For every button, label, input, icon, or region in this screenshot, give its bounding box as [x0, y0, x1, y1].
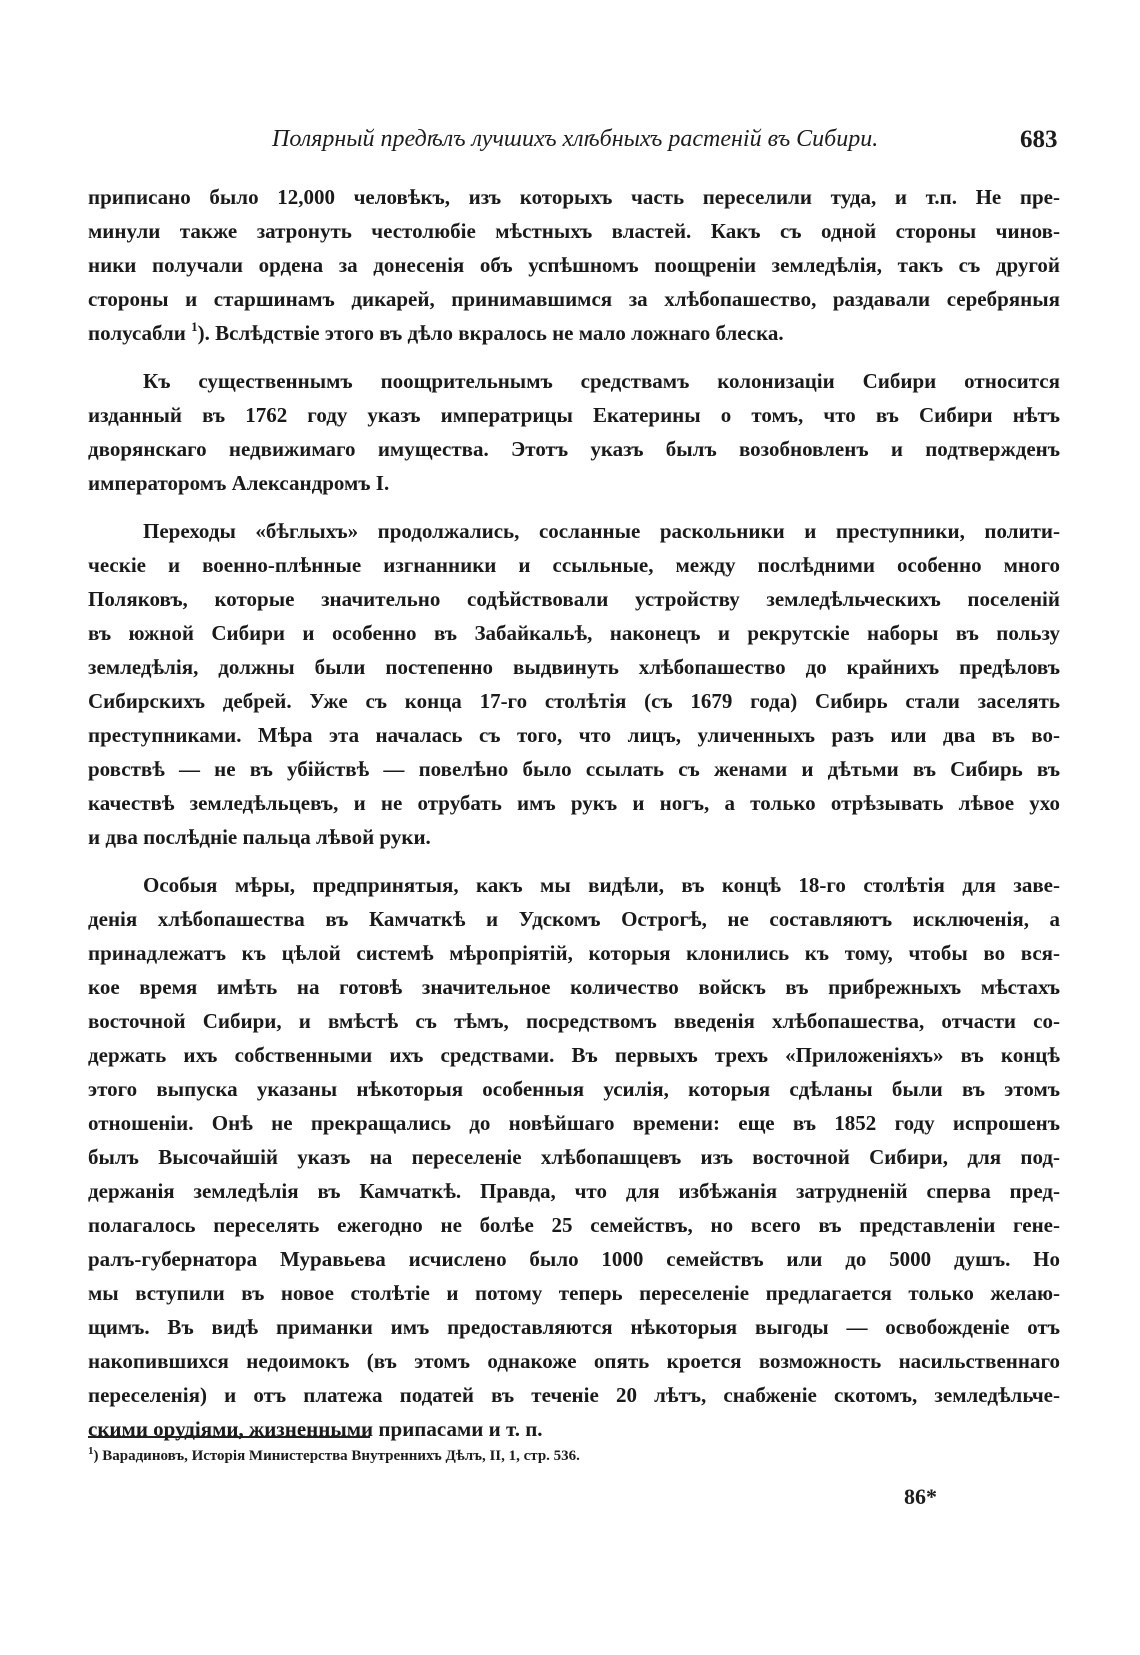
- text-line: полагалось переселять ежегодно не болѣе 25 семействъ, но всего въ представленіи гене-: [88, 1213, 1060, 1237]
- paragraph-1: [88, 180, 1060, 350]
- text-line: земледѣлія, должны были постепенно выдвинуть хлѣбопашество до крайнихъ предѣловъ: [88, 655, 1060, 679]
- text-line: ческіе и военно-плѣнные изгнанники и ссыльные, между послѣдними особенно много: [88, 553, 1060, 577]
- paragraph-3: [88, 514, 1060, 854]
- text-line: изданный въ 1762 году указъ императрицы Екатерины о томъ, что въ Сибири нѣтъ: [88, 403, 1060, 427]
- signature-mark: 86*: [904, 1484, 937, 1509]
- text-line: и два послѣдніе пальца лѣвой руки.: [88, 825, 431, 849]
- text-line: ровствѣ — не въ убійствѣ — повелѣно было ссылать съ женами и дѣтьми въ Сибирь въ: [88, 757, 1060, 781]
- text-line: ралъ-губернатора Муравьева исчислено было 1000 семействъ или до 5000 душъ. Но: [88, 1247, 1060, 1271]
- text-line: императоромъ Александромъ I.: [88, 471, 390, 495]
- text-line: стороны и старшинамъ дикарей, принимавшимся за хлѣбопашество, раздавали серебряныя: [88, 287, 1060, 311]
- text-line: Поляковъ, которые значительно содѣйствовали устройству земледѣльческихъ поселеній: [88, 587, 1060, 611]
- page-number: 683: [1020, 126, 1058, 153]
- text-segment: полусабли: [88, 321, 186, 345]
- paragraph-4: [88, 868, 1060, 1446]
- footnote-text: ) Варадиновъ, Исторія Министерства Внутреннихъ Дѣлъ, II, 1, стр. 536.: [93, 1448, 580, 1464]
- paragraph-2: [88, 364, 1060, 500]
- text-line: кое время имѣть на готовѣ значительное количество войскъ въ прибрежныхъ мѣстахъ: [88, 975, 1060, 999]
- footnote-divider: [88, 1436, 370, 1438]
- text-line: ники получали ордена за донесенія объ успѣшномъ поощреніи земледѣлія, такъ съ другой: [88, 253, 1060, 277]
- text-line: Къ существеннымъ поощрительнымъ средствамъ колонизаціи Сибири относится: [143, 369, 1060, 393]
- text-line: минули также затронуть честолюбіе мѣстныхъ властей. Какъ съ одной стороны чинов-: [88, 219, 1060, 243]
- text-line: былъ Высочайшій указъ на переселеніе хлѣбопашцевъ изъ восточной Сибири, для под-: [88, 1145, 1060, 1169]
- text-line: Сибирскихъ дебрей. Уже съ конца 17-го столѣтія (съ 1679 года) Сибирь стали заселять: [88, 689, 1060, 713]
- footnote-marker: 1: [88, 1445, 94, 1457]
- running-title: Полярный предѣлъ лучшихъ хлѣбныхъ растеній въ Сибири.: [272, 126, 879, 152]
- footnote-reference: 1: [191, 319, 198, 334]
- text-line: приписано было 12,000 человѣкъ, изъ которыхъ часть переселили туда, и т.п. Не пре-: [88, 185, 1060, 209]
- text-line: качествѣ земледѣльцевъ, и не отрубать имъ рукъ и ногъ, а только отрѣзывать лѣвое ухо: [88, 791, 1060, 815]
- text-line: принадлежатъ къ цѣлой системѣ мѣропріятій, которыя клонились къ тому, чтобы во вся-: [88, 941, 1060, 965]
- text-line: денія хлѣбопашества въ Камчаткѣ и Удскомъ Острогѣ, не составляютъ исключенія, а: [88, 907, 1060, 931]
- text-line: держанія земледѣлія въ Камчаткѣ. Правда, что для избѣжанія затрудненій сперва пред-: [88, 1179, 1060, 1203]
- text-line: дворянскаго недвижимаго имущества. Этотъ указъ былъ возобновленъ и подтвержденъ: [88, 437, 1060, 461]
- text-segment: ). Вслѣдствіе этого въ дѣло вкралось не мало ложнаго блеска.: [197, 321, 784, 345]
- body-text: [88, 180, 1060, 1446]
- text-line: Переходы «бѣглыхъ» продолжались, сосланные раскольники и преступники, полити-: [143, 519, 1060, 543]
- text-line: въ южной Сибири и особенно въ Забайкальѣ, наконецъ и рекрутскіе наборы въ пользу: [88, 621, 1060, 645]
- text-line: накопившихся недоимокъ (въ этомъ однакоже опять кроется возможность насильственнаго: [88, 1349, 1060, 1373]
- text-line: Особыя мѣры, предпринятыя, какъ мы видѣли, въ концѣ 18-го столѣтія для заве-: [143, 873, 1060, 897]
- text-line: восточной Сибири, и вмѣстѣ съ тѣмъ, посредствомъ введенія хлѣбопашества, отчасти со-: [88, 1009, 1060, 1033]
- text-line: отношеніи. Онѣ не прекращались до новѣйшаго времени: еще въ 1852 году испрошенъ: [88, 1111, 1060, 1135]
- text-line: преступниками. Мѣра эта началась съ того, что лицъ, уличенныхъ разъ или два въ во-: [88, 723, 1060, 747]
- text-line: щимъ. Въ видѣ приманки имъ предоставляются нѣкоторыя выгоды — освобожденіе отъ: [88, 1315, 1060, 1339]
- text-line: [88, 316, 1060, 350]
- running-head: [0, 126, 1140, 166]
- text-line: переселенія) и отъ платежа податей въ теченіе 20 лѣтъ, снабженіе скотомъ, земледѣльче-: [88, 1383, 1060, 1407]
- text-line: держать ихъ собственными ихъ средствами. Въ первыхъ трехъ «Приложеніяхъ» въ концѣ: [88, 1043, 1060, 1067]
- text-line: этого выпуска указаны нѣкоторыя особенныя усилія, которыя сдѣланы были въ этомъ: [88, 1077, 1060, 1101]
- text-line: скими орудіями, жизненными припасами и т. п.: [88, 1417, 543, 1441]
- text-line: мы вступили въ новое столѣтіе и потому теперь переселеніе предлагается только желаю-: [88, 1281, 1060, 1305]
- footnote: [88, 1445, 988, 1465]
